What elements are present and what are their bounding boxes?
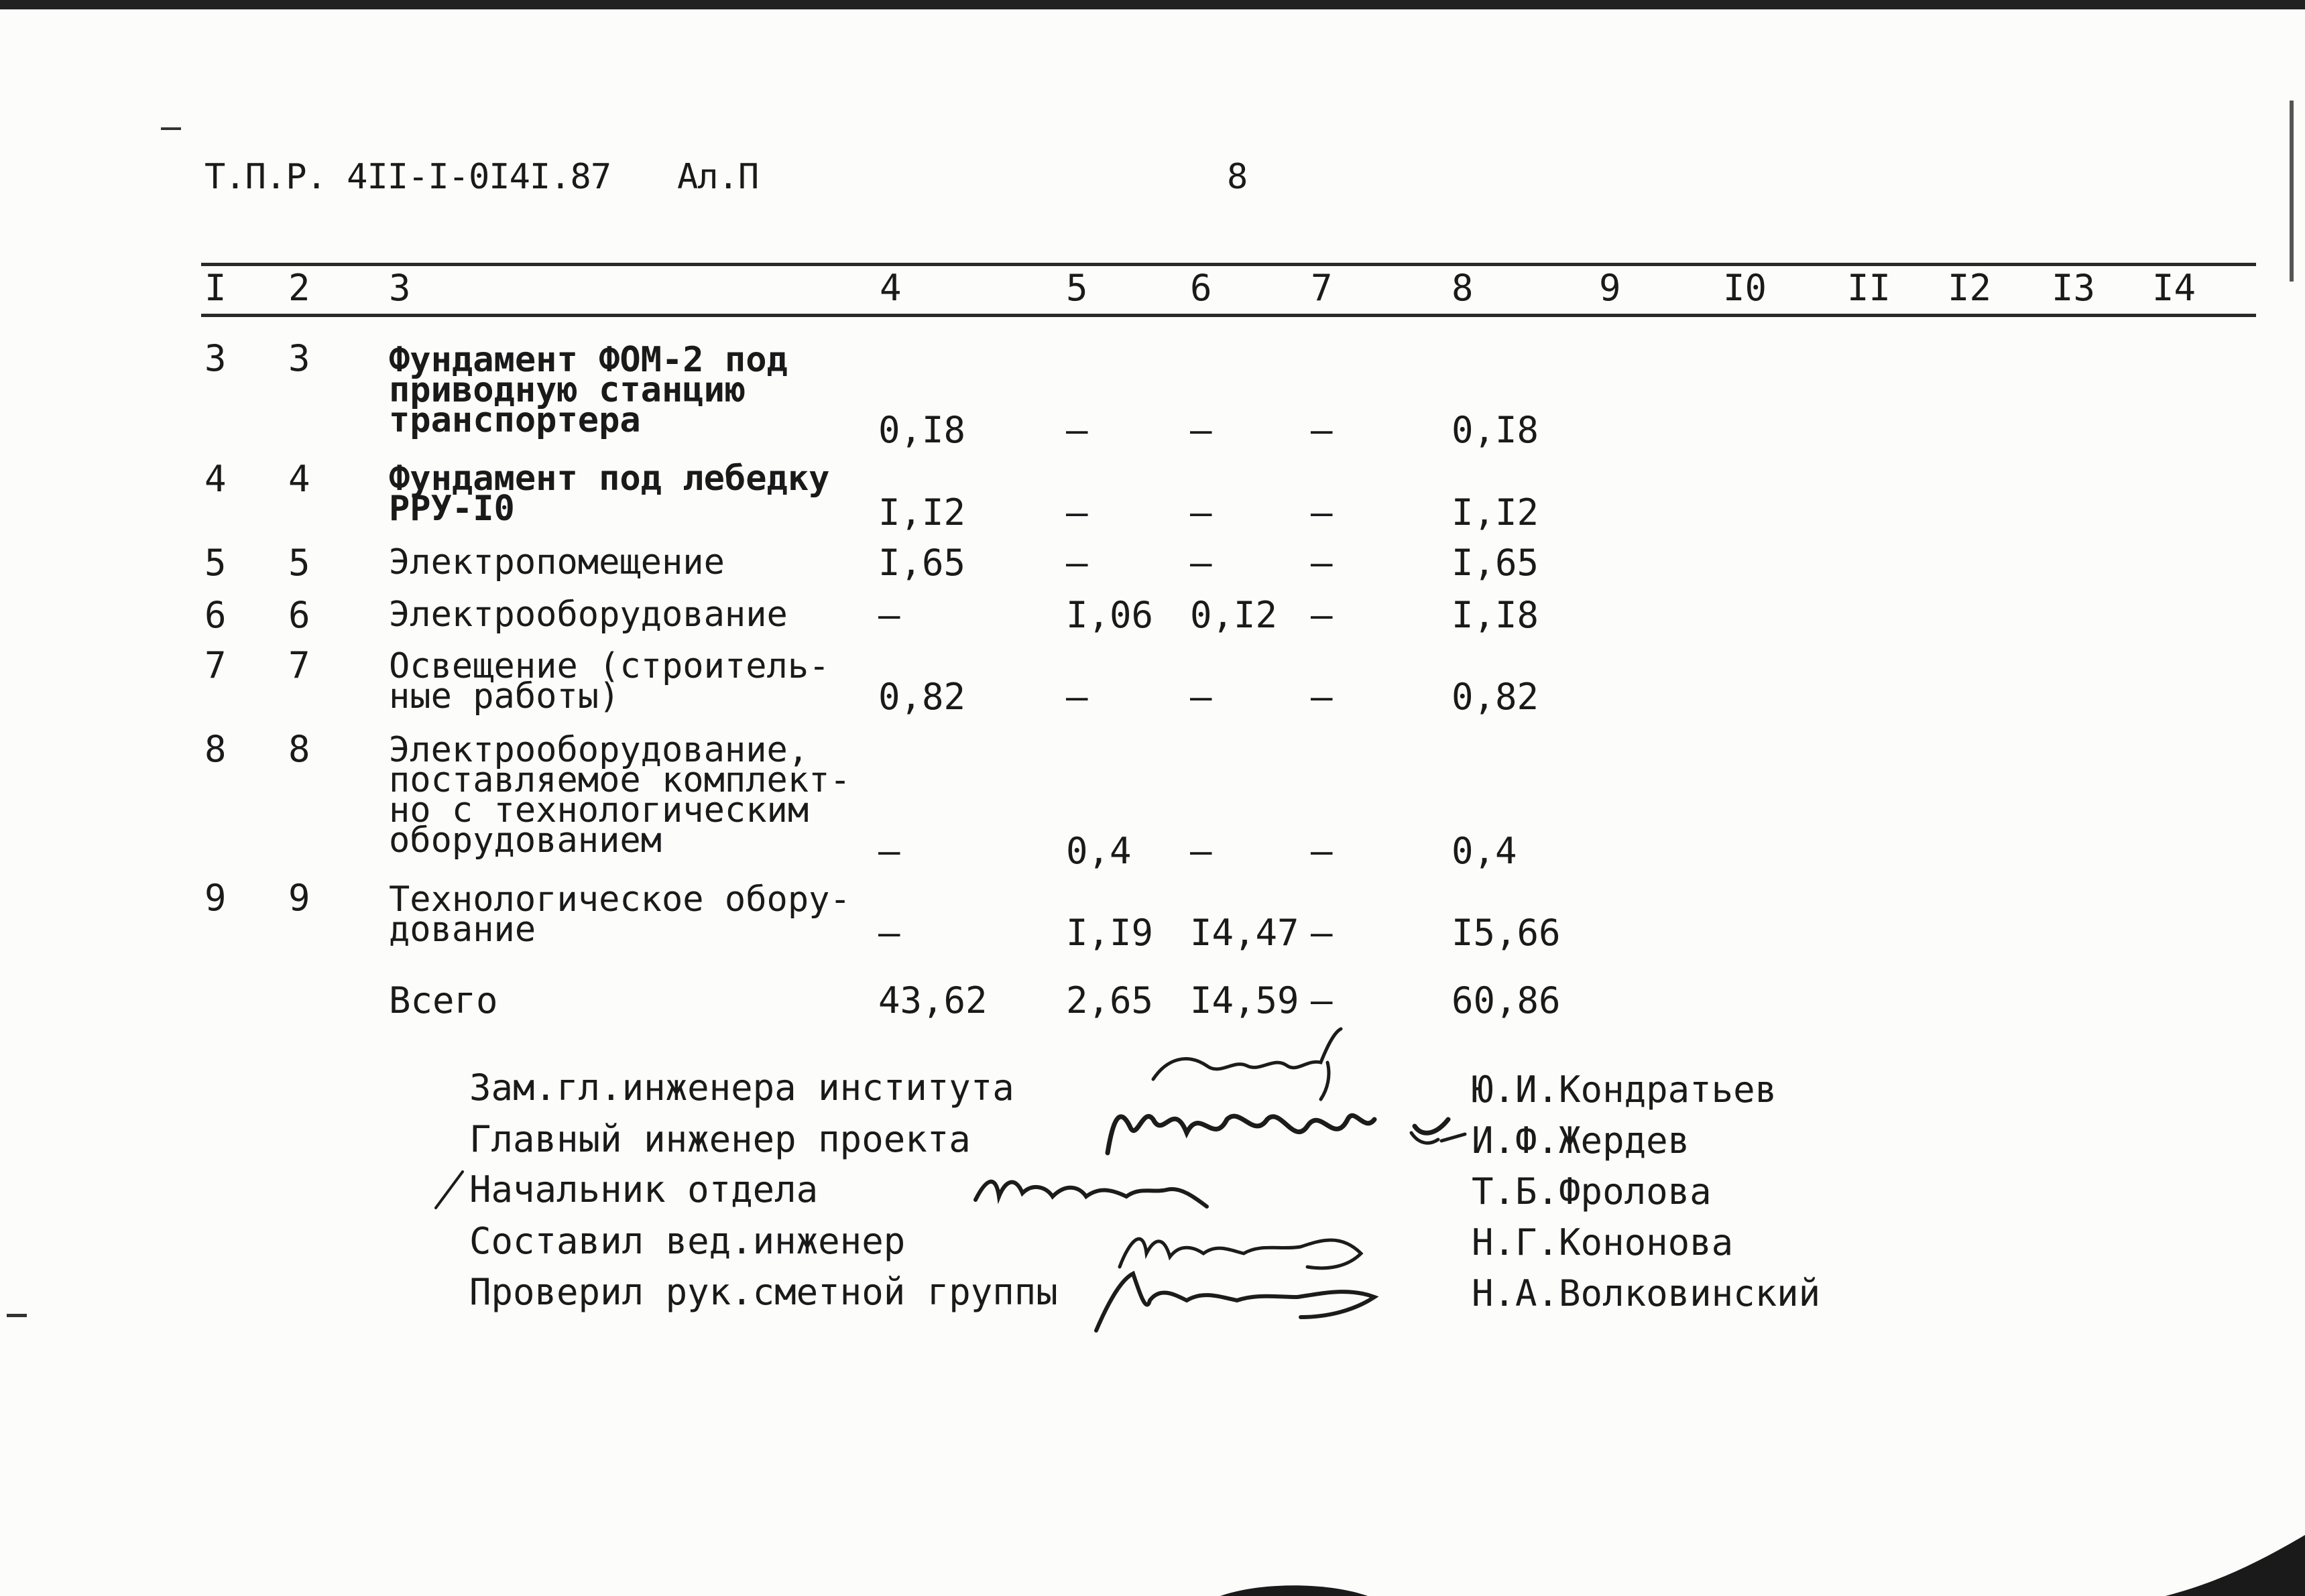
row-6-col6: 0,I2 [1190,594,1278,636]
row-3-col5: – [1066,409,1088,451]
pen-stroke-mark [429,1166,469,1213]
row-4-col8: I,I2 [1452,491,1539,534]
row-8-col5: 0,4 [1066,830,1132,872]
scan-edge-right [2290,101,2294,282]
signature-name-1: Ю.И.Кондратьев [1472,1068,1777,1111]
row-3-col4: 0,I8 [878,409,966,451]
row-5-description: Электропомещение [389,542,725,582]
row-5-col2: 5 [288,542,310,584]
total-col8: 60,86 [1452,979,1561,1022]
row-3-col7: – [1311,409,1333,451]
signature-role-4: Составил вед.инженер [469,1220,906,1262]
signature-role-5: Проверил рук.сметной группы [469,1271,1058,1313]
signature-role-2: Главный инженер проекта [469,1118,971,1160]
row-7-col8: 0,82 [1452,676,1539,718]
row-7-description: Освещение (строитель- ные работы) [389,646,830,717]
header-rule-top [201,263,2256,266]
row-9-col7: – [1311,912,1333,954]
row-3-col6: – [1190,409,1212,451]
col-header-1: I [204,267,227,309]
row-9-col8: I5,66 [1452,912,1561,954]
row-8-description: Электрооборудование, поставляемое комплект- но с технологическим оборудованием [389,730,851,861]
row-6-col7: – [1311,594,1333,636]
total-label: Всего [389,979,498,1022]
row-9-description: Технологическое обору- дование [389,879,851,950]
col-header-3: 3 [389,267,411,309]
col-header-2: 2 [288,267,310,309]
album-label: Ал.П [677,157,759,197]
row-3-description: Фундамент ФОМ-2 под приводную станцию транспортера [389,340,788,440]
row-5-col7: – [1311,542,1333,584]
handwritten-signature-5 [1086,1260,1401,1341]
scan-bottom-shadow [1220,1575,1368,1596]
col-header-5: 5 [1066,267,1088,309]
total-col6: I4,59 [1190,979,1299,1022]
col-header-13: I3 [2052,267,2096,309]
page-number: 8 [1227,157,1248,197]
row-9-col1: 9 [204,877,227,919]
row-8-col7: – [1311,830,1333,872]
row-5-col6: – [1190,542,1212,584]
row-5-col5: – [1066,542,1088,584]
row-3-col1: 3 [204,337,227,379]
signature-role-3: Начальник отдела [469,1168,819,1211]
row-7-col6: – [1190,676,1212,718]
row-6-col5: I,06 [1066,594,1154,636]
row-3-col2: 3 [288,337,310,379]
handwritten-signature-3 [965,1160,1220,1220]
row-4-description: Фундамент под лебедку РРУ-I0 [389,458,830,529]
scan-top-border [0,0,2305,9]
row-8-col2: 8 [288,728,310,770]
total-col7: – [1311,979,1333,1022]
col-header-10: I0 [1723,267,1767,309]
row-6-col1: 6 [204,594,227,636]
signature-name-4: Н.Г.Кононова [1472,1221,1734,1264]
col-header-8: 8 [1452,267,1474,309]
row-3-col8: 0,I8 [1452,409,1539,451]
row-4-col5: – [1066,491,1088,534]
row-6-col8: I,I8 [1452,594,1539,636]
row-5-col4: I,65 [878,542,966,584]
row-4-col2: 4 [288,458,310,500]
col-header-9: 9 [1599,267,1621,309]
row-4-col7: – [1311,491,1333,534]
row-5-col8: I,65 [1452,542,1539,584]
row-5-col1: 5 [204,542,227,584]
row-7-col7: – [1311,676,1333,718]
row-7-col5: – [1066,676,1088,718]
col-header-14: I4 [2152,267,2196,309]
signature-role-1: Зам.гл.инженера института [469,1066,1014,1109]
doc-code: Т.П.Р. 4II-I-0I4I.87 [204,157,611,197]
row-4-col1: 4 [204,458,227,500]
row-6-description: Электрооборудование [389,595,788,635]
signature-name-5: Н.А.Волковинский [1472,1272,1821,1314]
row-9-col6: I4,47 [1190,912,1299,954]
row-6-col2: 6 [288,594,310,636]
row-4-col4: I,I2 [878,491,966,534]
row-7-col4: 0,82 [878,676,966,718]
row-8-col1: 8 [204,728,227,770]
col-header-7: 7 [1311,267,1333,309]
row-6-col4: – [878,594,900,636]
header-rule-bottom [201,314,2256,317]
col-header-11: II [1847,267,1891,309]
row-9-col2: 9 [288,877,310,919]
row-7-col1: 7 [204,644,227,686]
row-4-col6: – [1190,491,1212,534]
signature-name-3: Т.Б.Фролова [1472,1170,1712,1213]
col-header-6: 6 [1190,267,1212,309]
scan-speck-2 [7,1314,27,1317]
col-header-12: I2 [1948,267,1992,309]
pen-stroke-mark-2 [1408,1119,1468,1153]
total-col4: 43,62 [878,979,988,1022]
total-col5: 2,65 [1066,979,1154,1022]
scan-speck [161,127,181,130]
row-8-col4: – [878,830,900,872]
row-9-col5: I,I9 [1066,912,1154,954]
row-7-col2: 7 [288,644,310,686]
signature-name-2: И.Ф.Жердев [1472,1119,1690,1162]
scan-corner-shadow [2166,1522,2305,1596]
row-8-col6: – [1190,830,1212,872]
col-header-4: 4 [880,267,902,309]
row-9-col4: – [878,912,900,954]
row-8-col8: 0,4 [1452,830,1517,872]
